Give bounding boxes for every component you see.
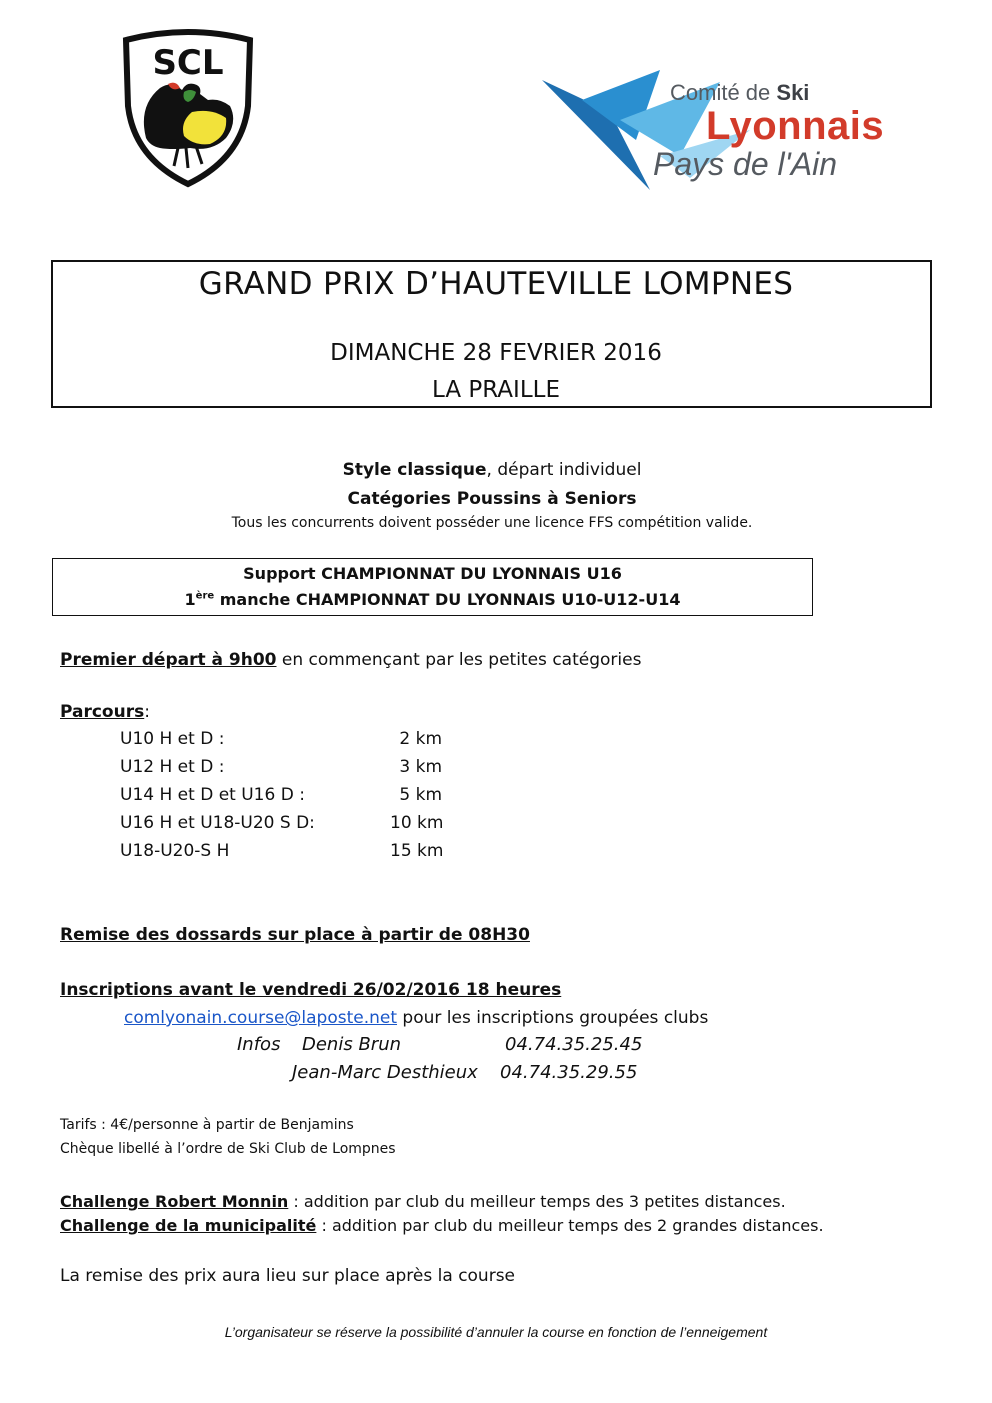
parcours-row: U14 H et D et U16 D : 5 km: [120, 785, 442, 805]
remise-prix-line: La remise des prix aura lieu sur place après la course: [60, 1266, 516, 1286]
parcours-row: U12 H et D : 3 km: [120, 757, 442, 777]
contact2-name: Jean-Marc Desthieux: [292, 1062, 478, 1083]
email-link[interactable]: comlyonain.course@laposte.net: [124, 1008, 398, 1028]
page-title: GRAND PRIX D’HAUTEVILLE LOMPNES: [198, 266, 794, 302]
event-place: LA PRAILLE: [432, 377, 560, 403]
depart-line: Premier départ à 9h00 en commençant par les petites catégories: [60, 650, 642, 670]
scl-logo-text: SCL: [152, 43, 224, 83]
tarifs-line: Tarifs : 4€/personne à partir de Benjamins: [60, 1117, 354, 1133]
parcours-row: U18-U20-S H 15 km: [120, 841, 444, 861]
challenge-robert-monnin: Challenge Robert Monnin : addition par club du meilleur temps des 3 petites distances.: [60, 1192, 786, 1211]
support-line1: Support CHAMPIONNAT DU LYONNAIS U16: [243, 564, 622, 583]
comite-line3: Pays de l'Ain: [653, 146, 837, 182]
footer-note: L’organisateur se réserve la possibilité d’annuler la course en fonction de l’enneigement: [224, 1324, 768, 1340]
parcours-row: U16 H et U18-U20 S D: 10 km: [120, 813, 444, 833]
event-date: DIMANCHE 28 FEVRIER 2016: [330, 340, 662, 366]
contact1-phone: 04.74.35.25.45: [505, 1034, 643, 1055]
dossards-line: Remise des dossards sur place à partir de 08H30: [60, 925, 530, 945]
comite-line1: Comité de Ski: [670, 80, 810, 105]
parcours-row: U10 H et D : 2 km: [120, 729, 442, 749]
scl-logo: [116, 26, 260, 190]
licence-line: Tous les concurrents doivent posséder une licence FFS compétition valide.: [231, 515, 753, 531]
inscriptions-heading: Inscriptions avant le vendredi 26/02/2016 18 heures: [60, 980, 562, 1000]
support-line2: 1ère manche CHAMPIONNAT DU LYONNAIS U10-U12-U14: [184, 590, 681, 609]
challenge-municipalite: Challenge de la municipalité : addition par club du meilleur temps des 2 grandes distances.: [60, 1216, 824, 1235]
contact1-name: Denis Brun: [302, 1034, 402, 1055]
style-line: Style classique, départ individuel: [342, 460, 642, 480]
comite-ski-lyonnais-logo: [540, 60, 920, 195]
parcours-heading: Parcours:: [60, 702, 150, 722]
categories-line: Catégories Poussins à Seniors: [347, 489, 637, 509]
comite-line2: Lyonnais: [706, 104, 885, 148]
contact-infos-label: Infos: [237, 1034, 281, 1055]
email-line: comlyonain.course@laposte.net pour les inscriptions groupées clubs: [124, 1008, 709, 1028]
contact2-phone: 04.74.35.29.55: [500, 1062, 638, 1083]
cheque-line: Chèque libellé à l’ordre de Ski Club de Lompnes: [60, 1141, 396, 1157]
